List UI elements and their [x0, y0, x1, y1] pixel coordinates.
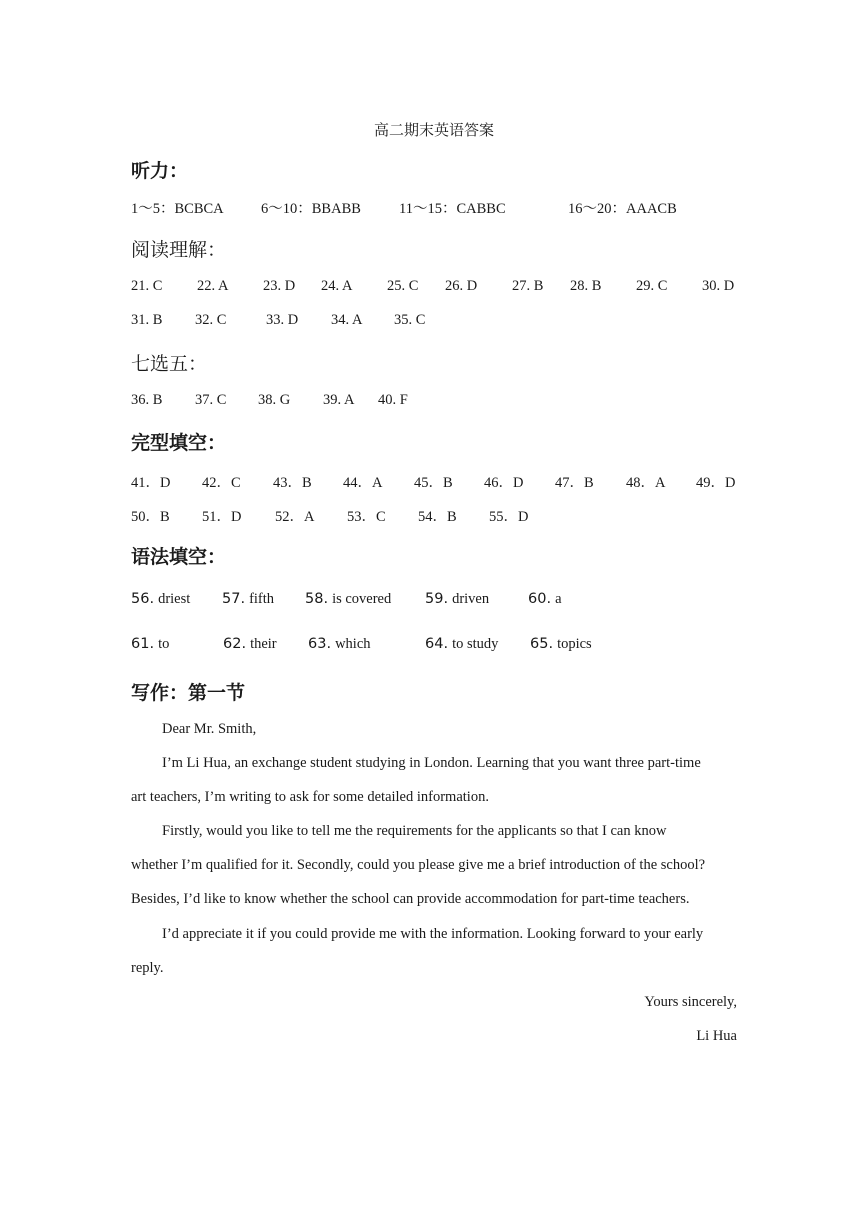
grammar-number: 59.	[425, 591, 449, 607]
grammar-answer	[528, 590, 562, 608]
grammar-word: topics	[557, 636, 592, 652]
grammar-answer	[425, 590, 489, 608]
cloze-answer: 42．C	[202, 475, 241, 491]
cloze-heading: 完型填空：	[131, 432, 227, 454]
reading-answer: 22. A	[197, 278, 229, 294]
reading-answer: 28. B	[570, 278, 602, 294]
grammar-word: driven	[452, 591, 490, 607]
grammar-number: 62.	[223, 636, 247, 652]
grammar-answer	[222, 590, 274, 608]
grammar-heading: 语法填空：	[131, 546, 227, 568]
grammar-number: 61.	[131, 636, 155, 652]
reading-answer: 32. C	[195, 312, 227, 328]
cloze-answer: 43．B	[273, 475, 312, 491]
reading-answer: 26. D	[445, 278, 478, 294]
cloze-answer: 55．D	[489, 509, 529, 525]
grammar-number: 65.	[530, 636, 554, 652]
cloze-answer: 52．A	[275, 509, 315, 525]
letter-line: whether I’m qualified for it. Secondly, could you please give me a brief introduction of the school?	[131, 857, 706, 873]
grammar-number: 58.	[305, 591, 329, 607]
cloze-answer: 48．A	[626, 475, 666, 491]
grammar-answer	[131, 635, 169, 653]
listening-answer: 1～5：BCBCA	[131, 201, 224, 217]
reading-answer: 34. A	[331, 312, 363, 328]
writing-heading: 写作：第一节	[131, 682, 246, 704]
grammar-number: 57.	[222, 591, 246, 607]
page-title: 高二期末英语答案	[373, 121, 494, 139]
cloze-answer: 54．B	[418, 509, 457, 525]
reading-answer: 25. C	[387, 278, 419, 294]
reading-answer: 29. C	[636, 278, 668, 294]
reading-answer: 23. D	[263, 278, 296, 294]
reading-answer: 30. D	[702, 278, 735, 294]
cloze-answer: 44．A	[343, 475, 383, 491]
reading-answer: 27. B	[512, 278, 544, 294]
cloze-answer: 45．B	[414, 475, 453, 491]
reading-heading: 阅读理解：	[131, 239, 227, 261]
reading-answer: 21. C	[131, 278, 163, 294]
letter-line: I’m Li Hua, an exchange student studying in London. Learning that you want three part-time	[162, 755, 701, 771]
letter-signature: Li Hua	[696, 1028, 737, 1044]
grammar-answer	[305, 590, 391, 608]
letter-salutation: Dear Mr. Smith,	[162, 721, 257, 737]
grammar-answer	[530, 635, 592, 653]
grammar-word: which	[335, 636, 371, 652]
grammar-word: a	[555, 591, 562, 607]
cloze-answer: 46．D	[484, 475, 524, 491]
reading-answer: 35. C	[394, 312, 426, 328]
grammar-word: to study	[452, 636, 499, 652]
grammar-answer	[131, 590, 190, 608]
reading-answer: 33. D	[266, 312, 299, 328]
letter-line: art teachers, I’m writing to ask for some detailed information.	[131, 789, 489, 805]
listening-answer: 11～15：CABBC	[399, 201, 506, 217]
seven-five-heading: 七选五：	[131, 353, 208, 375]
grammar-number: 64.	[425, 636, 449, 652]
cloze-answer: 53．C	[347, 509, 386, 525]
seven-five-answer: 37. C	[195, 392, 227, 408]
grammar-word: fifth	[249, 591, 275, 607]
letter-line: Firstly, would you like to tell me the requirements for the applicants so that I can know	[162, 823, 667, 839]
seven-five-answer: 38. G	[258, 392, 291, 408]
seven-five-answer: 39. A	[323, 392, 355, 408]
grammar-word: driest	[158, 591, 191, 607]
reading-answer: 31. B	[131, 312, 163, 328]
grammar-answer	[223, 635, 277, 653]
grammar-answer	[308, 635, 371, 653]
listening-answer: 16～20：AAACB	[568, 201, 677, 217]
reading-answer: 24. A	[321, 278, 353, 294]
cloze-answer: 47．B	[555, 475, 594, 491]
grammar-word: their	[250, 636, 277, 652]
listening-answer: 6～10：BBABB	[261, 201, 361, 217]
grammar-number: 63.	[308, 636, 332, 652]
letter-line: Besides, I’d like to know whether the school can provide accommodation for part-time teachers.	[131, 891, 690, 907]
grammar-number: 56.	[131, 591, 155, 607]
grammar-word: is covered	[332, 591, 392, 607]
cloze-answer: 50．B	[131, 509, 170, 525]
cloze-answer: 51．D	[202, 509, 242, 525]
grammar-word: to	[158, 636, 170, 652]
grammar-answer	[425, 635, 498, 653]
seven-five-answer: 36. B	[131, 392, 163, 408]
cloze-answer: 41．D	[131, 475, 171, 491]
letter-closing: Yours sincerely,	[644, 994, 737, 1010]
cloze-answer: 49．D	[696, 475, 736, 491]
letter-line: I’d appreciate it if you could provide me with the information. Looking forward to your early	[162, 926, 704, 942]
letter-line: reply.	[131, 960, 164, 976]
grammar-number: 60.	[528, 591, 552, 607]
listening-heading: 听力：	[131, 160, 189, 182]
seven-five-answer: 40. F	[378, 392, 408, 408]
